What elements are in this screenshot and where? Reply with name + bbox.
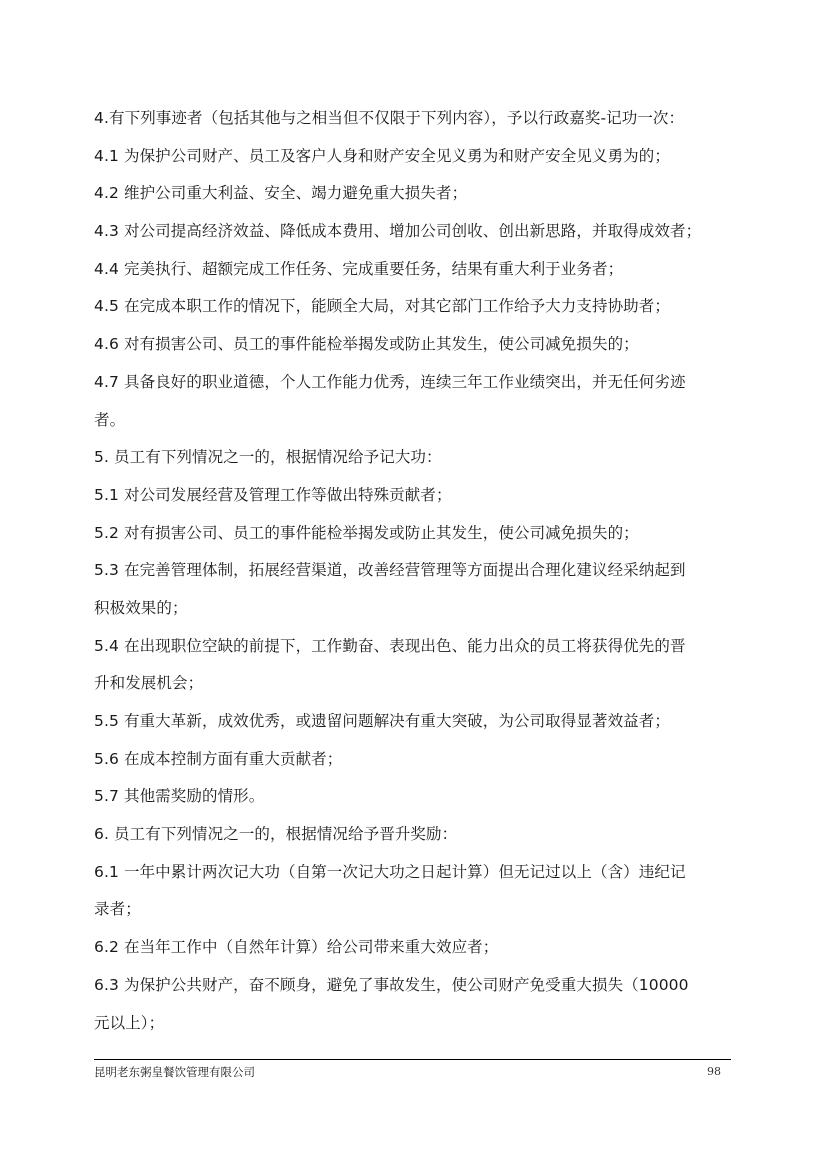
text-line: 录者； bbox=[94, 900, 141, 919]
text-line: 4.2 维护公司重大利益、安全、竭力避免重大损失者； bbox=[94, 184, 468, 203]
text-line: 6. 员工有下列情况之一的，根据情况给予晋升奖励： bbox=[94, 825, 458, 844]
footer-company-name: 昆明老东粥皇餐饮管理有限公司 bbox=[94, 1065, 255, 1079]
text-line: 4.有下列事迹者（包括其他与之相当但不仅限于下列内容），予以行政嘉奖-记功一次： bbox=[94, 109, 685, 127]
text-line: 5. 员工有下列情况之一的，根据情况给予记大功： bbox=[94, 448, 442, 467]
text-line: 5.4 在出现职位空缺的前提下，工作勤奋、表现出色、能力出众的员工将获得优先的晋 bbox=[94, 636, 686, 655]
text-line: 5.6 在成本控制方面有重大贡献者； bbox=[94, 749, 343, 768]
text-line: 元以上）； bbox=[94, 1013, 165, 1032]
text-line: 6.3 为保护公共财产，奋不顾身，避免了事故发生，使公司财产免受重大损失（10000 bbox=[94, 975, 689, 994]
text-line: 积极效果的； bbox=[94, 598, 188, 617]
text-line: 4.1 为保护公司财产、员工及客户人身和财产安全见义勇为和财产安全见义勇为的； bbox=[94, 146, 670, 165]
page-number: 98 bbox=[707, 1065, 721, 1078]
text-line: 4.3 对公司提高经济效益、降低成本费用、增加公司创收、创出新思路，并取得成效者； bbox=[94, 222, 702, 241]
text-line: 4.6 对有损害公司、员工的事件能检举揭发或防止其发生，使公司减免损失的； bbox=[94, 335, 639, 354]
text-line: 升和发展机会； bbox=[94, 674, 204, 693]
text-line: 5.5 有重大革新，成效优秀，或遗留问题解决有重大突破，为公司取得显著效益者； bbox=[94, 712, 670, 730]
text-line: 5.1 对公司发展经营及管理工作等做出特殊贡献者； bbox=[94, 485, 452, 504]
text-line: 4.5 在完成本职工作的情况下，能顾全大局，对其它部门工作给予大力支持协助者； bbox=[94, 297, 670, 316]
text-line: 5.2 对有损害公司、员工的事件能检举揭发或防止其发生，使公司减免损失的； bbox=[94, 523, 639, 542]
footer-divider bbox=[94, 1059, 731, 1060]
document-body bbox=[94, 100, 734, 1042]
text-line: 5.3 在完善管理体制，拓展经营渠道，改善经营管理等方面提出合理化建议经采纳起到 bbox=[94, 561, 686, 580]
text-line: 者。 bbox=[94, 410, 126, 429]
text-line: 4.4 完美执行、超额完成工作任务、完成重要任务，结果有重大利于业务者； bbox=[94, 259, 624, 278]
text-line: 4.7 具备良好的职业道德，个人工作能力优秀，连续三年工作业绩突出，并无任何劣迹 bbox=[94, 372, 686, 391]
text-line: 6.2 在当年工作中（自然年计算）给公司带来重大效应者； bbox=[94, 938, 499, 957]
text-line: 5.7 其他需奖励的情形。 bbox=[94, 787, 265, 806]
text-line: 6.1 一年中累计两次记大功（自第一次记大功之日起计算）但无记过以上（含）违纪记 bbox=[94, 862, 686, 881]
